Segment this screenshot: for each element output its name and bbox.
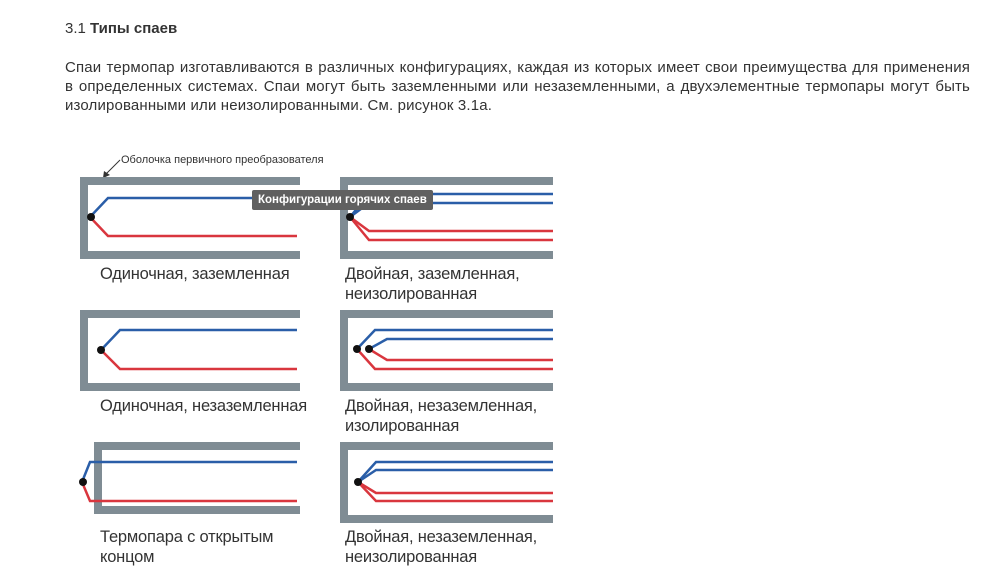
red-wire	[101, 350, 297, 369]
caption-line: неизолированная	[345, 548, 477, 566]
callout-arrowhead	[103, 171, 110, 178]
junction-dot	[79, 478, 87, 486]
caption-line: Двойная, заземленная,	[345, 265, 520, 283]
caption-dual-grounded-uninsulated	[345, 264, 520, 304]
caption-dual-ungrounded-uninsulated	[345, 527, 537, 567]
caption-line: Термопара с открытым	[100, 528, 274, 546]
diagram-dual-ungrounded-insulated	[344, 314, 553, 387]
diagram-single-ungrounded	[84, 314, 300, 387]
junction-dot	[354, 478, 362, 486]
red-wire	[82, 482, 297, 501]
blue-wire	[358, 462, 553, 482]
red-wire	[350, 217, 553, 240]
junction-dot	[353, 345, 361, 353]
body-paragraph: Спаи термопар изготавливаются в различных конфигурациях, каждая из которых имеет свои преимущества для применения в определенных системах. Спаи могут быть заземленными или незаземленными, а двухэлементные термопары могут быть изолированными или неизолированными. См. рисунок 3.1а.	[65, 59, 970, 114]
blue-wire	[82, 462, 297, 482]
blue-wire	[358, 470, 553, 482]
sheath	[344, 314, 553, 387]
junction-dot	[346, 213, 354, 221]
image-tooltip: Конфигурации горячих спаев	[252, 190, 433, 210]
callout-leader	[106, 160, 120, 174]
caption-single-grounded	[100, 264, 289, 284]
caption-exposed-junction	[100, 527, 273, 567]
section-number: 3.1	[65, 20, 86, 37]
caption-line: изолированная	[345, 417, 460, 435]
section-title: Типы спаев	[90, 20, 178, 37]
diagram-exposed-junction	[79, 446, 300, 510]
caption-line: Одиночная, незаземленная	[100, 397, 307, 415]
red-wire	[358, 482, 553, 493]
blue-wire	[101, 330, 297, 350]
caption-dual-ungrounded-insulated	[345, 396, 537, 436]
caption-line: концом	[100, 548, 155, 566]
red-wire	[90, 217, 297, 236]
red-wire	[358, 482, 553, 501]
sheath	[84, 314, 300, 387]
junction-dot	[365, 345, 373, 353]
caption-line: Одиночная, заземленная	[100, 265, 290, 283]
sheath-callout-label: Оболочка первичного преобразователя	[121, 154, 324, 166]
caption-line: неизолированная	[345, 285, 477, 303]
caption-line: Двойная, незаземленная,	[345, 528, 538, 546]
caption-line: Двойная, незаземленная,	[345, 397, 538, 415]
diagram-dual-ungrounded-uninsulated	[344, 446, 553, 519]
junction-dot	[97, 346, 105, 354]
red-wire	[350, 217, 553, 231]
red-wire	[369, 349, 553, 360]
blue-wire	[369, 339, 553, 349]
caption-single-ungrounded	[100, 396, 307, 416]
junction-dot	[87, 213, 95, 221]
sheath	[344, 446, 553, 519]
